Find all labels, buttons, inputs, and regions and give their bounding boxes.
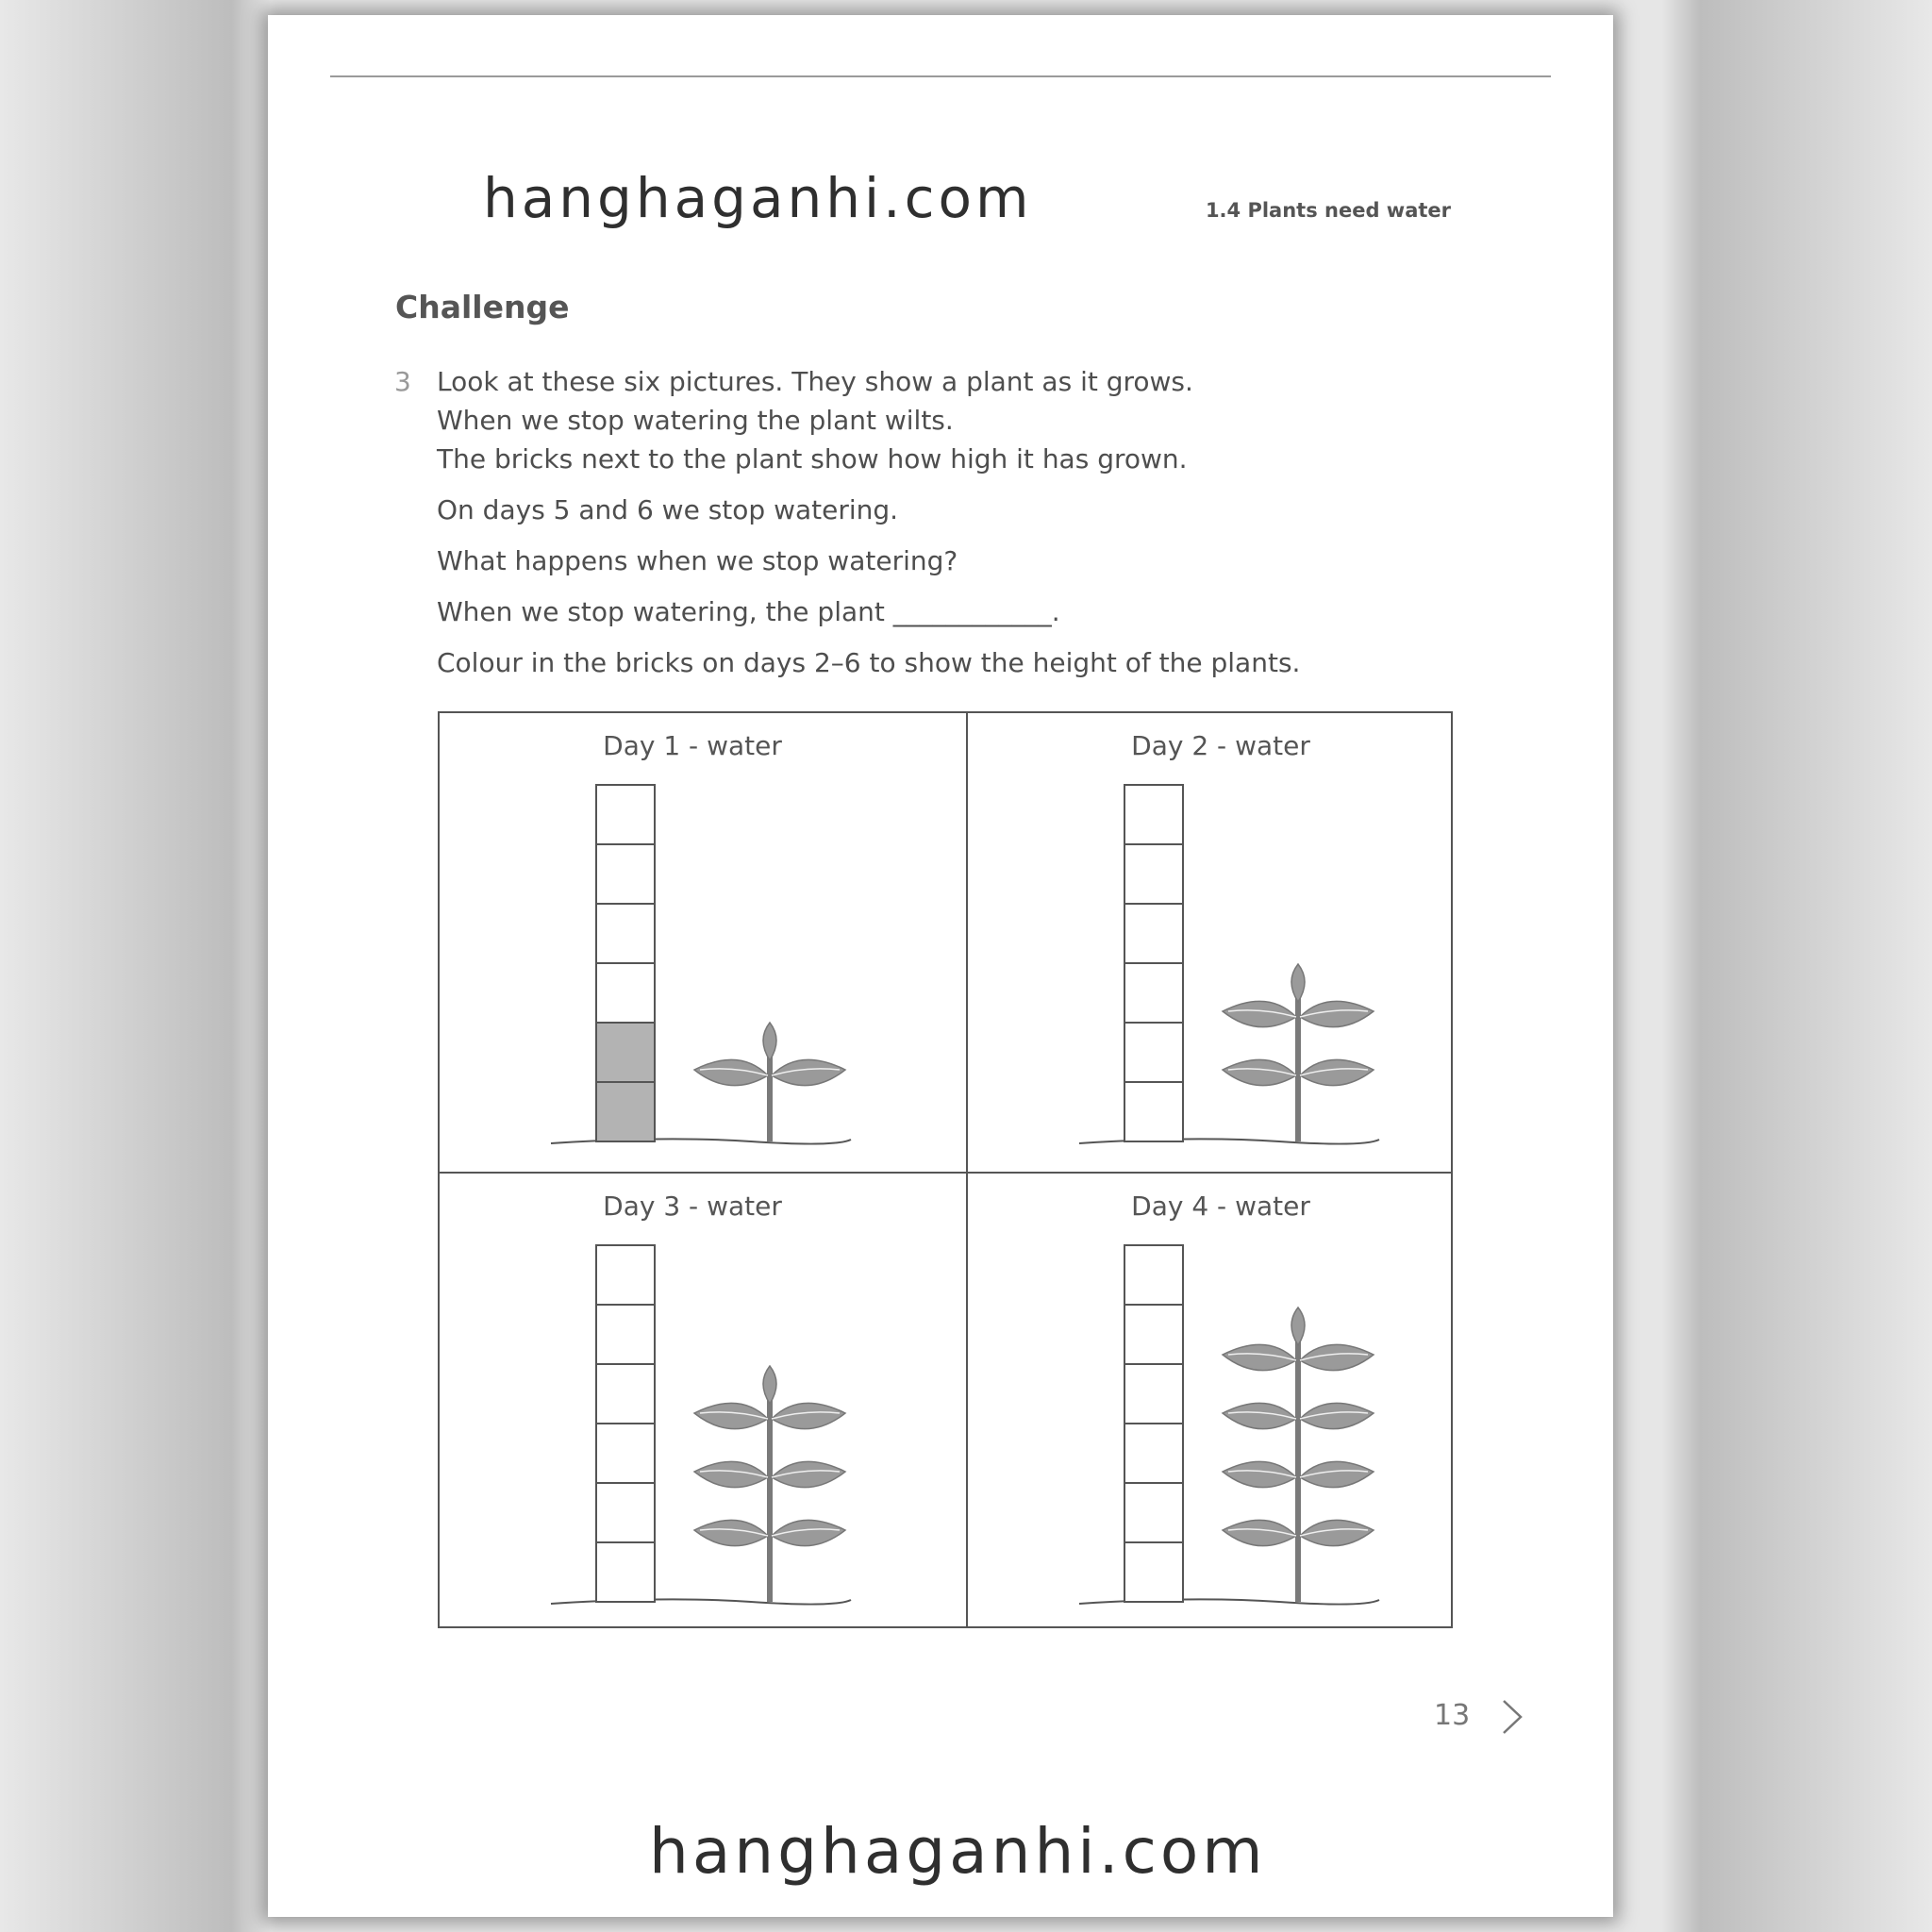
question-line: When we stop watering the plant wilts. bbox=[437, 405, 954, 436]
question-line: What happens when we stop watering? bbox=[437, 545, 958, 576]
brick-empty bbox=[1124, 904, 1183, 963]
day-panel-3 bbox=[440, 1174, 945, 1630]
brick-empty bbox=[1124, 1424, 1183, 1483]
brick-empty bbox=[596, 785, 655, 844]
brick-empty bbox=[596, 1542, 655, 1602]
brick-empty bbox=[1124, 785, 1183, 844]
brick-empty bbox=[596, 844, 655, 904]
watermark-bottom: hanghaganhi.com bbox=[649, 1815, 1267, 1888]
question-line: Colour in the bricks on days 2–6 to show the height of the plants. bbox=[437, 647, 1301, 678]
panel-title: Day 1 - water bbox=[603, 730, 782, 761]
panel-drawing bbox=[968, 1174, 1455, 1630]
day-panel-4 bbox=[968, 1174, 1474, 1630]
brick-empty bbox=[596, 1364, 655, 1424]
panel-drawing bbox=[440, 713, 945, 1170]
plant-growth-grid bbox=[438, 711, 1453, 1628]
brick-coloured bbox=[596, 1082, 655, 1141]
chevron-right-icon[interactable] bbox=[1500, 1698, 1524, 1736]
page-number: 13 bbox=[1434, 1699, 1471, 1732]
brick-empty bbox=[596, 1245, 655, 1305]
brick-empty bbox=[1124, 963, 1183, 1023]
brick-coloured bbox=[596, 1023, 655, 1082]
top-rule bbox=[330, 75, 1551, 77]
worksheet-page bbox=[268, 15, 1613, 1917]
brick-empty bbox=[1124, 844, 1183, 904]
question-number: 3 bbox=[394, 366, 411, 397]
question-line: The bricks next to the plant show how high it has grown. bbox=[437, 443, 1188, 475]
brick-empty bbox=[1124, 1542, 1183, 1602]
watermark-top: hanghaganhi.com bbox=[483, 166, 1033, 230]
plant-bud bbox=[763, 1023, 776, 1060]
brick-empty bbox=[596, 904, 655, 963]
brick-empty bbox=[1124, 1023, 1183, 1082]
brick-empty bbox=[596, 1483, 655, 1542]
brick-empty bbox=[1124, 1483, 1183, 1542]
brick-empty bbox=[1124, 1245, 1183, 1305]
panel-title: Day 4 - water bbox=[1131, 1191, 1310, 1222]
brick-empty bbox=[596, 1424, 655, 1483]
brick-empty bbox=[596, 963, 655, 1023]
plant-bud bbox=[763, 1366, 776, 1404]
panel-drawing bbox=[968, 713, 1455, 1170]
question-line: On days 5 and 6 we stop watering. bbox=[437, 494, 899, 525]
answer-prompt: When we stop watering, the plant ____________. bbox=[437, 596, 1060, 627]
brick-empty bbox=[1124, 1082, 1183, 1141]
plant-bud bbox=[1291, 1307, 1305, 1345]
panel-title: Day 2 - water bbox=[1131, 730, 1310, 761]
day-panel-1 bbox=[440, 713, 945, 1170]
brick-empty bbox=[596, 1305, 655, 1364]
challenge-heading: Challenge bbox=[395, 289, 570, 325]
panel-title: Day 3 - water bbox=[603, 1191, 782, 1222]
brick-empty bbox=[1124, 1364, 1183, 1424]
panel-drawing bbox=[440, 1174, 945, 1630]
question-line: Look at these six pictures. They show a plant as it grows. bbox=[437, 366, 1193, 397]
brick-empty bbox=[1124, 1305, 1183, 1364]
plant-bud bbox=[1291, 964, 1305, 1002]
section-title: 1.4 Plants need water bbox=[1205, 199, 1451, 222]
day-panel-2 bbox=[968, 713, 1474, 1170]
